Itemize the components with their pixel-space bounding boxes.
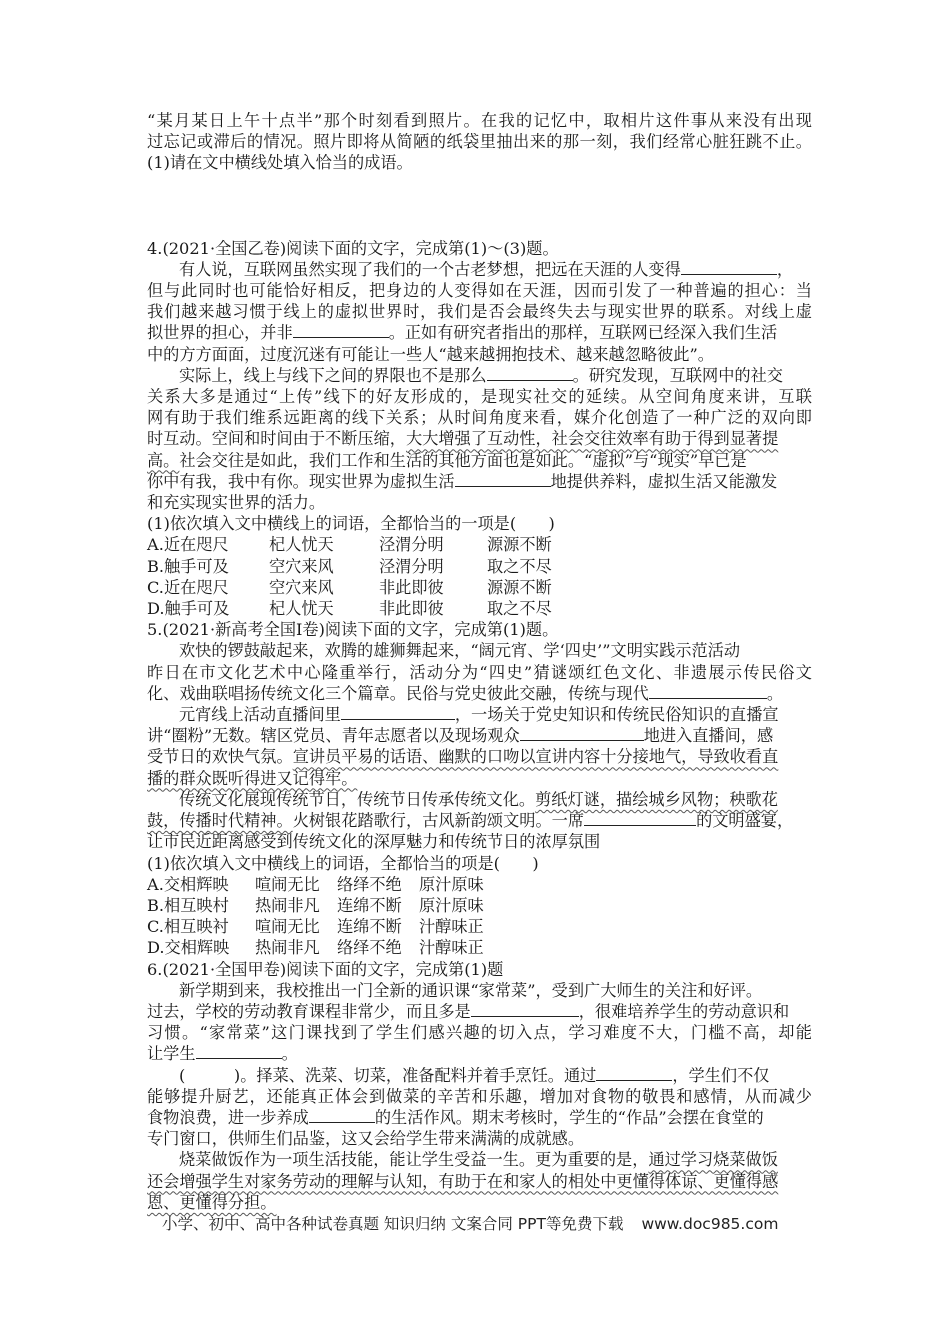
fill-blank <box>584 811 696 826</box>
answer-options <box>147 534 812 619</box>
text-line: 你中有我，我中有你。现实世界为虚拟生活 地提供养料，虚拟生活又能激发 <box>147 471 778 491</box>
option-row[interactable] <box>147 874 812 895</box>
option-term: B.触手可及 <box>147 556 229 576</box>
text-line: 我们越来越习惯于线上的虚拟世界时，我们是否会最终失去与现实世界的联系。对线上虚 <box>147 302 812 322</box>
option-term: A.近在咫尺 <box>147 535 229 555</box>
option-term: 热闹非凡 <box>255 938 320 958</box>
text-line: 过忘记或滞后的情况。照片即将从简陋的纸袋里抽出来的那一刻，我们经常心脏狂跳不止。 <box>147 132 812 152</box>
option-row[interactable] <box>147 556 812 577</box>
text-line: ( )。择菜、洗菜、切菜，准备配料并着手烹饪。通过 ，学生们不仅 <box>179 1065 770 1085</box>
option-term: 泾渭分明 <box>379 535 444 555</box>
option-term: 喧闹无比 <box>255 917 320 937</box>
option-term: 汁醇味正 <box>419 917 484 937</box>
text-line: 元宵线上活动直播间里 ，一场关于党史知识和传统民俗知识的直播宣 <box>179 705 779 725</box>
option-term: 空穴来风 <box>269 577 334 597</box>
option-row[interactable] <box>147 577 812 598</box>
option-term: 空穴来风 <box>269 556 334 576</box>
wavy-underlined-text: 恩、更懂得分担。 <box>147 1192 277 1212</box>
text-line: 新学期到来，我校推出一门全新的通识课“家常菜”，受到广大师生的关注和好评。 <box>179 980 763 1000</box>
option-term: 杞人忧天 <box>269 599 334 619</box>
option-term: C.相互映衬 <box>147 917 229 937</box>
option-term: 连绵不断 <box>337 895 402 915</box>
option-term: B.相互映村 <box>147 895 229 915</box>
text-line: 烧菜做饭作为一项生活技能，能让学生受益一生。更为重要的是，通过学习烧菜做饭 <box>179 1150 778 1170</box>
option-row[interactable] <box>147 598 812 619</box>
wavy-underlined-text: 宣讲员平易的话语、幽默的口吻以宣讲内容十分接地气，导致收看直 <box>292 747 779 767</box>
text-line <box>147 1192 812 1213</box>
wavy-underlined-text: 剪纸灯谜，描绘城乡风物；秧歌花 <box>535 789 778 809</box>
text-line: 关系大多是通过“上传”线下的好友形成的，是现实社交的延续。从空间角度来讲，互联 <box>147 387 812 407</box>
text-line: 让学生 。 <box>147 1044 298 1064</box>
wavy-underlined-text: 通过学习烧菜做饭 <box>648 1150 778 1170</box>
option-term: 连绵不断 <box>337 917 402 937</box>
text-line: 中的方方面面，过度沉迷有可能让一些人“越来越拥抱技术、越来越忽略彼此”。 <box>147 344 714 364</box>
question-heading: 6.(2021·全国甲卷)阅读下面的文字，完成第(1)题 <box>147 959 504 979</box>
fill-blank <box>520 726 644 741</box>
option-term: 热闹非凡 <box>255 895 320 915</box>
text-line: 欢快的锣鼓敲起来，欢腾的雄狮舞起来，“阔元宵、学‘四史’”文明实践示范活动 <box>179 641 741 661</box>
option-term: 取之不尽 <box>487 599 552 619</box>
wavy-underlined-text: 大大增强了互动性，社会交往效率有助于得到显著提 <box>406 429 779 449</box>
text-line: 化、戏曲联唱扬传统文化三个篇章。民俗与党史彼此交融，传统与现代 。 <box>147 683 783 703</box>
option-row[interactable] <box>147 895 812 916</box>
option-term: A.交相辉映 <box>147 874 229 894</box>
text-line <box>147 1171 812 1192</box>
option-row[interactable] <box>147 937 812 958</box>
text-line: 鼓，传播时代精神。火树银花踏歌行，古风新韵颂文明。一席 的文明盛宴， <box>147 811 794 831</box>
option-term: 络绎不绝 <box>337 874 402 894</box>
wavy-underlined-text: 播的群众既听得进又记得牢。 <box>147 768 358 788</box>
option-term: 非此即彼 <box>379 599 444 619</box>
option-term: 杞人忧天 <box>269 535 334 555</box>
text-line: 网有助于我们维系远距离的线下关系；从时间角度来看，媒介化创造了一种广泛的双向即 <box>147 408 812 428</box>
text-line: 昨日在市文化艺术中心隆重举行，活动分为“四史”猜谜颂红色文化、非遗展示传民俗文 <box>147 662 812 682</box>
option-term: 喧闹无比 <box>255 874 320 894</box>
option-term: 汁醇味正 <box>419 938 484 958</box>
option-term: 非此即彼 <box>379 577 444 597</box>
wavy-underlined-text: 高。 <box>147 450 180 470</box>
footer-text: 小学、初中、高中各种试卷真题 知识归纳 文案合同 PPT等免费下载 <box>162 1215 624 1233</box>
fill-blank <box>649 684 767 699</box>
option-row[interactable] <box>147 916 812 937</box>
text-line <box>147 768 812 789</box>
text-line: 传统文化展现传统节日，传统节日传承传统文化。剪纸灯谜，描绘城乡风物；秧歌花 <box>179 789 778 809</box>
text-line: 讲“圈粉”无数。辖区党员、青年志愿者以及现场观众 地进入直播间，感 <box>147 726 774 746</box>
fill-blank <box>455 472 551 487</box>
text-line: 能够提升厨艺，还能真正体会到做菜的辛苦和乐趣，增加对食物的敬畏和感情，从而减少 <box>147 1086 812 1106</box>
fill-blank <box>293 323 389 338</box>
option-term: 原汁原味 <box>419 895 484 915</box>
wavy-underlined-text: 还会增强学生对家务劳动的理解与认知，有助于在和家人的相处中更懂得体谅、更懂得感 <box>147 1171 779 1191</box>
fill-blank <box>487 366 573 381</box>
option-term: 原汁原味 <box>419 874 484 894</box>
text-line: 过去，学校的劳动教育课程非常少，而且多是 ，很难培养学生的劳动意识和 <box>147 1001 790 1021</box>
text-line: 高。社会交往是如此，我们工作和生活的其他方面也是如此。“虚拟”与“现实”早已是 <box>147 450 747 470</box>
option-row[interactable] <box>147 534 812 555</box>
option-term: 源源不断 <box>487 577 552 597</box>
answer-options <box>147 874 812 959</box>
text-line: 专门窗口，供师生们品鉴，这又会给学生带来满满的成就感。 <box>147 1129 585 1149</box>
option-term: 取之不尽 <box>487 556 552 576</box>
text-line: 和充实现实世界的活力。 <box>147 493 326 513</box>
wavy-underlined-text: 鼓，传播时代精神。 <box>147 811 293 831</box>
question-prompt: (1)依次填入文中横线上的词语，全都恰当的项是( ) <box>147 853 539 873</box>
document-page <box>147 110 812 1213</box>
text-line: 但与此同时也可能恰好相反，把身边的人变得如在天涯，因而引发了一种普遍的担心：当 <box>147 281 812 301</box>
question-heading: 5.(2021·新高考全国Ⅰ卷)阅读下面的文字，完成第(1)题。 <box>147 620 559 640</box>
fill-blank <box>471 1002 579 1017</box>
text-line: 受节日的欢快气氛。宣讲员平易的话语、幽默的口吻以宣讲内容十分接地气，导致收看直 <box>147 747 779 767</box>
text-line: 食物浪费，进一步养成 的生活作风。期末考核时，学生的“作品”会摆在食堂的 <box>147 1107 764 1127</box>
fill-blank <box>681 260 777 275</box>
text-line: 有人说，互联网虽然实现了我们的一个古老梦想，把远在天涯的人变得 ， <box>179 259 793 279</box>
option-term: D.触手可及 <box>147 599 230 619</box>
text-line: “某月某日上午十点半”那个时刻看到照片。在我的记忆中，取相片这件事从来没有出现 <box>147 111 812 130</box>
question-heading: 4.(2021·全国乙卷)阅读下面的文字，完成第(1)～(3)题。 <box>147 238 559 258</box>
option-term: 泾渭分明 <box>379 556 444 576</box>
option-term: 源源不断 <box>487 535 552 555</box>
fill-blank <box>596 1066 672 1081</box>
fill-blank <box>309 1108 375 1123</box>
fill-blank <box>196 1044 282 1059</box>
text-line: 习惯。“家常菜”这门课找到了学生们感兴趣的切入点，学习难度不大，门槛不高，却能 <box>147 1023 812 1043</box>
text-line: 实际上，线上与线下之间的界限也不是那么 。研究发现，互联网中的社交 <box>179 365 783 385</box>
text-line: 拟世界的担心，并非 。正如有研究者指出的那样，互联网已经深入我们生活 <box>147 323 778 343</box>
text-line: 让市民近距离感受到传统文化的深厚魅力和传统节日的浓厚氛围 <box>147 832 601 852</box>
text-line: 时互动。空间和时间由于不断压缩，大大增强了互动性，社会交往效率有助于得到显著提 <box>147 429 779 449</box>
footer-link[interactable]: www.doc985.com <box>641 1215 779 1233</box>
option-term: C.近在咫尺 <box>147 577 229 597</box>
question-prompt: (1)请在文中横线处填入恰当的成语。 <box>147 153 413 173</box>
fill-blank <box>341 705 455 720</box>
question-prompt: (1)依次填入文中横线上的词语，全都恰当的一项是( ) <box>147 514 555 534</box>
option-term: D.交相辉映 <box>147 938 230 958</box>
page-footer <box>162 1212 778 1234</box>
option-term: 络绎不绝 <box>337 938 402 958</box>
